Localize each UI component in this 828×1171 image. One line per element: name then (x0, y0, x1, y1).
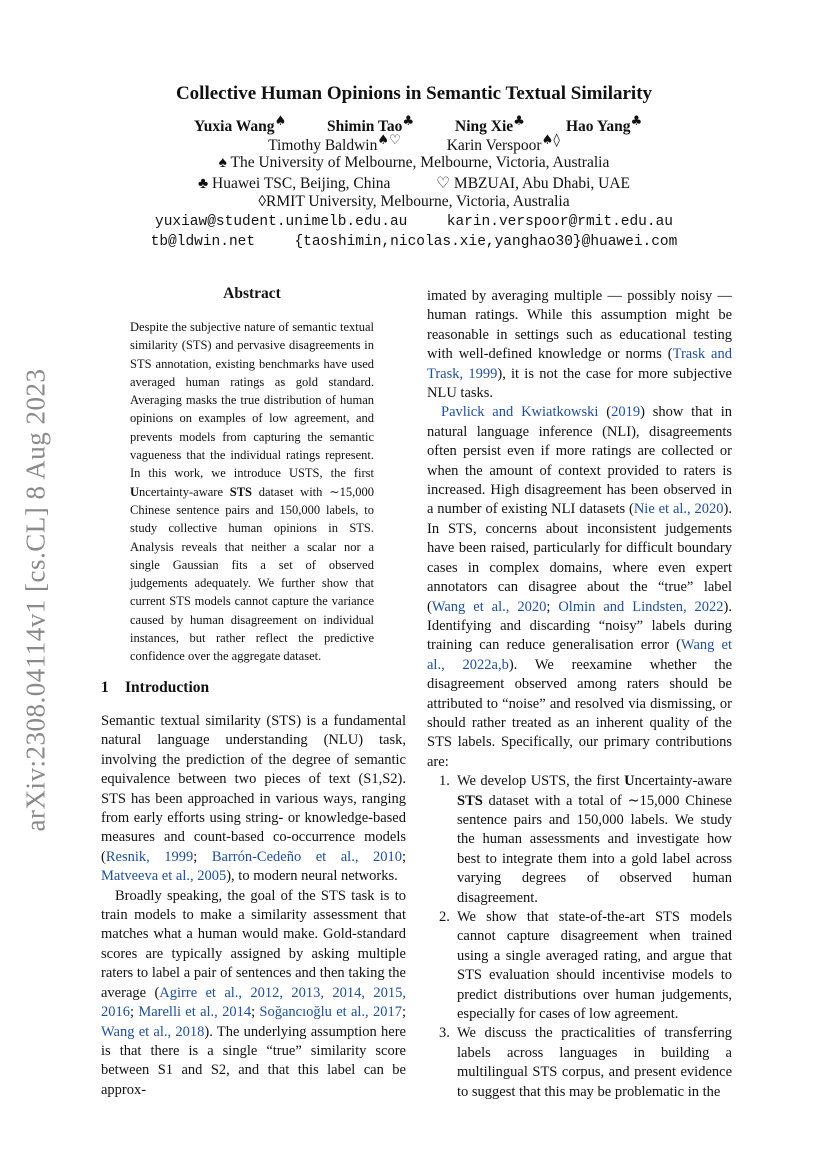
citation-link[interactable]: Wang et al., 2022a,b (427, 637, 732, 673)
citation-link[interactable]: Nie et al., 2020 (633, 501, 724, 518)
email-row-2 (0, 234, 828, 250)
citation-link[interactable]: Olmin and Lindsten, 2022 (558, 598, 724, 615)
left-column (101, 712, 406, 1100)
citation-link[interactable]: Wang et al., 2018 (101, 1023, 205, 1040)
citation-link[interactable]: Pavlick and Kwiatkowski (441, 404, 599, 421)
author-shimin-tao: Shimin Tao♣ (327, 114, 415, 136)
contribution-item: 1. We develop USTS, the first Uncertainty-aware STS dataset with a total of ∼15,000 Chinese sentence pairs and 150,000 labels. We study the human assessments and investigate how best to integrate them into a gold label across varying degrees of observed human disagreement. (439, 773, 732, 906)
email-karin: karin.verspoor@rmit.edu.au (446, 214, 673, 230)
author-mark: ♠ (274, 114, 287, 129)
authors-row-1 (194, 114, 654, 134)
citation-link[interactable]: Trask and Trask, 1999 (427, 346, 732, 382)
right-column (427, 287, 732, 1102)
citation-link[interactable]: Agirre et al., 2012, 2013, 2014, 2015, 2016 (101, 984, 406, 1021)
author-timothy-baldwin: Timothy Baldwin♠♡ (268, 133, 401, 155)
right-paragraph-2: Pavlick and Kwiatkowski (2019) show that in natural language inference (NLI), disagreements often persist even if more ratings are collected or when the amount of context provided to raters is increased. High disagreement has been observed in a number of existing NLI datasets (Nie et al., 2020). In STS, concerns about inconsistent judgements have been raised, particularly for difficult boundary cases in complex domains, where even expert annotators can disagree about the “true” label (Wang et al., 2020; Olmin and Lindsten, 2022). Identifying and discarding “noisy” labels during training can reduce generalisation error (Wang et al., 2022a,b). We reexamine whether the disagreement observed among raters should be attributed to “noise” and resolved via dismissing, or should rather treated as an inherent quality of the STS labels. Specifically, our primary contributions are: (427, 404, 733, 770)
abstract-body: Despite the subjective nature of semantic textual similarity (STS) and pervasive disagreements in STS annotation, existing benchmarks have used averaged human ratings as gold standard. Averaging masks the true distribution of human opinions on examples of low agreement, and prevents models from capturing the semantic vagueness that the individual ratings represent. In this work, we introduce USTS, the first Uncertainty-aware STS dataset with ∼15,000 Chinese sentence pairs and 150,000 labels, to study collective human opinions in STS. Analysis reveals that neither a scalar nor a single Gaussian fits a set of observed judgements adequately. We further show that current STS models cannot capture the variance caused by human disagreement on individual instances, but rather reflect the predictive confidence over the aggregate dataset. (130, 320, 374, 664)
author-hao-yang: Hao Yang♣ (566, 114, 643, 136)
section-title: Introduction (125, 679, 210, 696)
email-yuxia: yuxiaw@student.unimelb.edu.au (155, 214, 408, 230)
citation-link[interactable]: Wang et al., 2020 (431, 598, 547, 615)
contributions-list (427, 772, 732, 1102)
right-paragraph-1: imated by averaging multiple — possibly noisy — human ratings. While this assumption might be reasonable in settings such as educational testing with well-defined knowledge or norms (Trask and Trask, 1999), it is not the case for more subjective NLU tasks. (427, 288, 732, 402)
citation-link[interactable]: Resnik, 1999 (105, 848, 194, 865)
author-mark: ♣ (402, 114, 415, 129)
author-karin-verspoor: Karin Verspoor♠◊ (446, 133, 560, 155)
citation-link[interactable]: Matveeva et al., 2005 (101, 868, 227, 885)
section-heading-introduction (101, 679, 209, 697)
contribution-item: 2. We show that state-of-the-art STS models cannot capture disagreement when trained using a single averaged rating, and argue that STS evaluation should incentivise models to predict distributions over human judgements, especially for cases of low agreement. (439, 909, 732, 1023)
arxiv-identifier: arXiv:2308.04114v1 [cs.CL] 8 Aug 2023 (20, 368, 51, 832)
author-mark: ♣ (513, 114, 525, 129)
intro-paragraph-1: Semantic textual similarity (STS) is a fundamental natural language understanding (NLU) task, involving the prediction of the degree of semantic equivalence between two pieces of text (S1,S2). STS has been approached in various ways, ranging from early efforts using string- or knowledge-based measures and count-based co-occurrence models (Resnik, 1999; Barrón-Cedeño et al., 2010; Matveeva et al., 2005), to modern neural networks. (101, 713, 407, 885)
affiliation-melbourne: ♠ The University of Melbourne, Melbourne, Victoria, Australia (218, 154, 610, 171)
author-mark: ♠♡ (377, 133, 401, 148)
arxiv-sidebar (14, 340, 58, 860)
affiliation-rmit: ◊RMIT University, Melbourne, Victoria, Australia (258, 193, 570, 210)
abstract-heading: Abstract (223, 285, 281, 302)
email-timothy: tb@ldwin.net (150, 234, 256, 250)
author-ning-xie: Ning Xie♣ (455, 114, 525, 136)
citation-link[interactable]: Soğancıoğlu et al., 2017 (259, 1004, 402, 1021)
citation-link[interactable]: 2019 (611, 404, 641, 421)
affiliation-row-2 (0, 174, 828, 193)
author-yuxia-wang: Yuxia Wang♠ (194, 114, 287, 136)
email-row-1 (0, 214, 828, 230)
author-mark: ♣ (630, 114, 643, 129)
author-mark: ♠◊ (541, 133, 560, 148)
affiliation-huawei: ♣ Huawei TSC, Beijing, China (197, 175, 391, 192)
citation-link[interactable]: Marelli et al., 2014 (138, 1004, 252, 1021)
section-number: 1 (101, 679, 109, 696)
paper-title: Collective Human Opinions in Semantic Textual Similarity (175, 83, 653, 104)
intro-paragraph-2: Broadly speaking, the goal of the STS task is to train models to make a similarity assessment that matches what a human would make. Gold-standard scores are typically assigned by asking multiple raters to label a pair of sentences and then taking the average (Agirre et al., 2012, 2013, 2014, 2015, 2016; Marelli et al., 2014; Soğancıoğlu et al., 2017; Wang et al., 2018). The underlying assumption here is that there is a single “true” similarity score between S1 and S2, and that this label can be approx- (101, 887, 406, 1098)
email-huawei: {taoshimin,nicolas.xie,yanghao30}@huawei.com (294, 234, 678, 250)
affiliation-mbzuai: ♡ MBZUAI, Abu Dhabi, UAE (436, 175, 631, 192)
authors-row-2 (0, 133, 828, 155)
contribution-item: 3. We discuss the practicalities of transferring labels across languages in building a multilingual STS corpus, and present evidence to suggest that this may be problematic in the (439, 1025, 732, 1100)
citation-link[interactable]: Barrón-Cedeño et al., 2010 (211, 848, 402, 865)
